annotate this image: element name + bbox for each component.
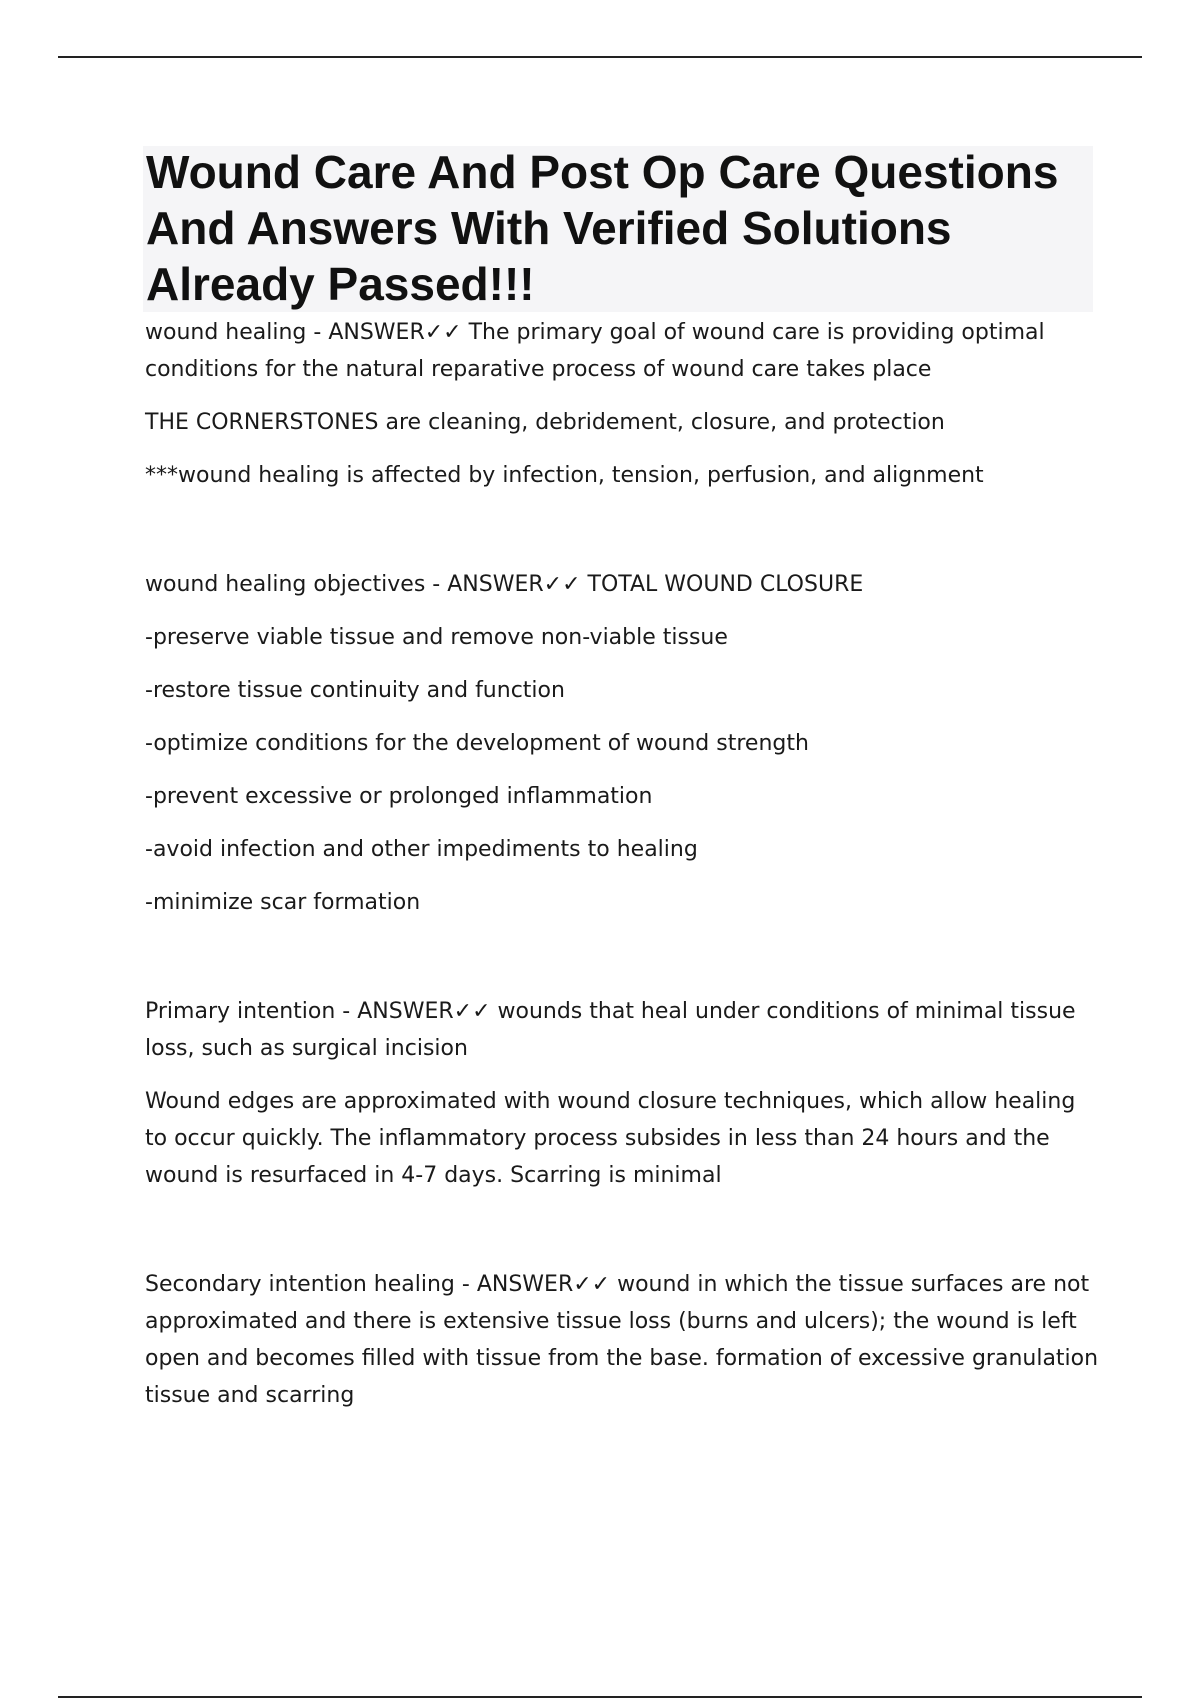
list-item: -prevent excessive or prolonged inflammation	[145, 784, 653, 809]
paragraph: Secondary intention healing - ANSWER✓✓ wound in which the tissue surfaces are not approximated and there is extensive tissue loss (burns and ulcers); the wound is left open and becomes filled with tissue from the base. formation of excessive granulation tissue and scarring	[145, 1272, 1099, 1408]
paragraph: wound healing - ANSWER✓✓ The primary goal of wound care is providing optimal conditions for the natural reparative process of wound care takes place	[145, 320, 1045, 382]
section-wound-healing	[145, 314, 1100, 494]
section-spacer	[145, 1194, 1100, 1266]
list-item: -optimize conditions for the development of wound strength	[145, 731, 809, 756]
paragraph: wound healing objectives - ANSWER✓✓ TOTAL WOUND CLOSURE	[145, 572, 864, 597]
section-wound-healing-objectives	[145, 566, 1100, 921]
paragraph: THE CORNERSTONES are cleaning, debridement, closure, and protection	[145, 410, 945, 435]
list-item: -restore tissue continuity and function	[145, 678, 565, 703]
list-item: -preserve viable tissue and remove non-viable tissue	[145, 625, 728, 650]
section-spacer	[145, 921, 1100, 993]
document-title: Wound Care And Post Op Care Questions And Answers With Verified Solutions Already Passed!!!	[146, 146, 1059, 310]
section-secondary-intention	[145, 1266, 1100, 1414]
paragraph: Wound edges are approximated with wound closure techniques, which allow healing to occur quickly. The inflammatory process subsides in less than 24 hours and the wound is resurfaced in 4-7 days. Scarring is minimal	[145, 1089, 1076, 1188]
document-body	[145, 314, 1100, 1414]
bottom-divider	[58, 1696, 1142, 1698]
paragraph: Primary intention - ANSWER✓✓ wounds that heal under conditions of minimal tissue loss, such as surgical incision	[145, 999, 1076, 1061]
top-divider	[58, 56, 1142, 58]
section-primary-intention	[145, 993, 1100, 1194]
list-item: -minimize scar formation	[145, 890, 421, 915]
section-spacer	[145, 494, 1100, 566]
paragraph: ***wound healing is affected by infection, tension, perfusion, and alignment	[145, 463, 984, 488]
list-item: -avoid infection and other impediments to healing	[145, 837, 698, 862]
